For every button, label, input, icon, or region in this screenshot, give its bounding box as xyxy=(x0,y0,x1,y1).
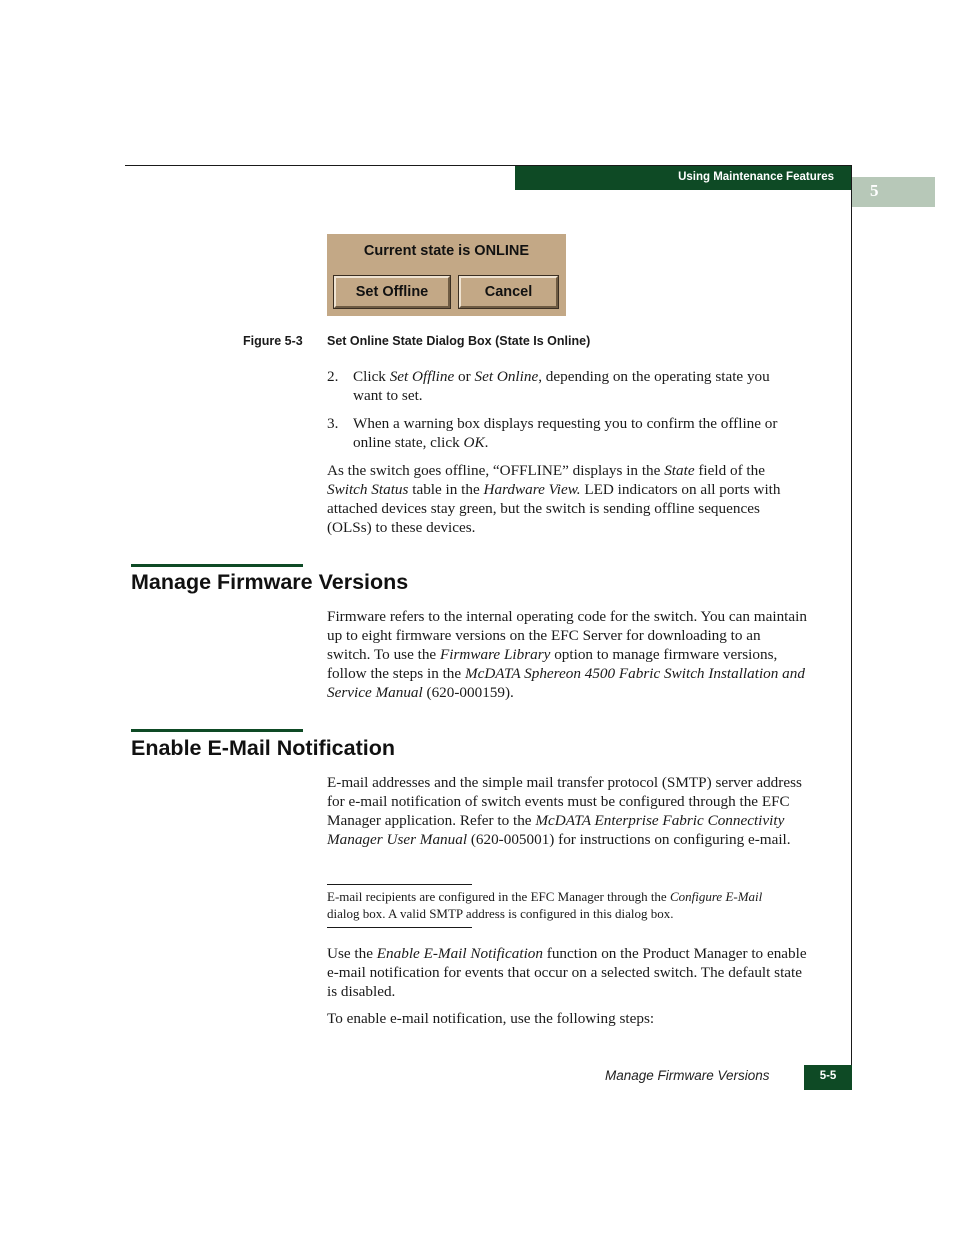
step-number: 3. xyxy=(327,415,339,432)
cancel-button[interactable]: Cancel xyxy=(459,276,558,308)
section-rule xyxy=(131,729,303,732)
margin-rule xyxy=(851,166,852,1090)
chapter-number: 5 xyxy=(870,181,879,200)
page-number: 5-5 xyxy=(819,1070,837,1082)
set-online-state-dialog xyxy=(327,234,566,316)
use-paragraph: Use the Enable E-Mail Notification function on the Product Manager to enable e-mail notification for events that occur on a selected switch. The default state is disabled. xyxy=(327,945,807,1000)
firmware-paragraph: Firmware refers to the internal operating code for the switch. You can maintain up to eight firmware versions on the EFC Server for downloading to an switch. To use the Firmware Library option to manage firmware versions, follow the steps in the McDATA Sphereon 4500 Fabric Switch Installation and Service Manual (620-000159). xyxy=(327,608,807,701)
page-number-box xyxy=(804,1065,852,1090)
steps-intro: To enable e-mail notification, use the following steps: xyxy=(327,1010,655,1027)
email-paragraph: E-mail addresses and the simple mail transfer protocol (SMTP) server address for e-mail notification of switch events must be configured through the EFC Manager application. Refer to the McDATA Enterprise Fabric Connectivity Manager User Manual (620-005001) for instructions on configuring e-mail. xyxy=(327,774,802,848)
running-header-title: Using Maintenance Features xyxy=(678,171,834,183)
note-bottom-rule xyxy=(327,927,472,928)
step-3-text: When a warning box displays requesting you to confirm the offline or online state, click OK. xyxy=(353,415,778,451)
step-number: 2. xyxy=(327,368,339,385)
figure-title: Set Online State Dialog Box (State Is Online) xyxy=(327,334,591,348)
set-offline-button[interactable]: Set Offline xyxy=(334,276,450,308)
offline-paragraph: As the switch goes offline, “OFFLINE” displays in the State field of the Switch Status table in the Hardware View. LED indicators on all ports with attached devices stay green, but the switch is sending offline sequences (OLSs) to these devices. xyxy=(327,462,781,536)
footer-section-name: Manage Firmware Versions xyxy=(605,1068,770,1083)
section-heading-email: Enable E-Mail Notification xyxy=(131,736,395,760)
section-rule xyxy=(131,564,303,567)
dialog-message: Current state is ONLINE xyxy=(363,243,530,259)
figure-label: Figure 5-3 xyxy=(243,334,303,348)
chapter-tab xyxy=(852,177,935,207)
running-header xyxy=(515,166,852,190)
section-heading-firmware: Manage Firmware Versions xyxy=(131,570,409,594)
step-2-text: Click Set Offline or Set Online, depending on the operating state you want to set. xyxy=(353,368,770,404)
note-top-rule xyxy=(327,884,472,885)
note-text: E-mail recipients are configured in the EFC Manager through the Configure E-Mail dialog box. A valid SMTP address is configured in this dialog box. xyxy=(327,889,763,921)
